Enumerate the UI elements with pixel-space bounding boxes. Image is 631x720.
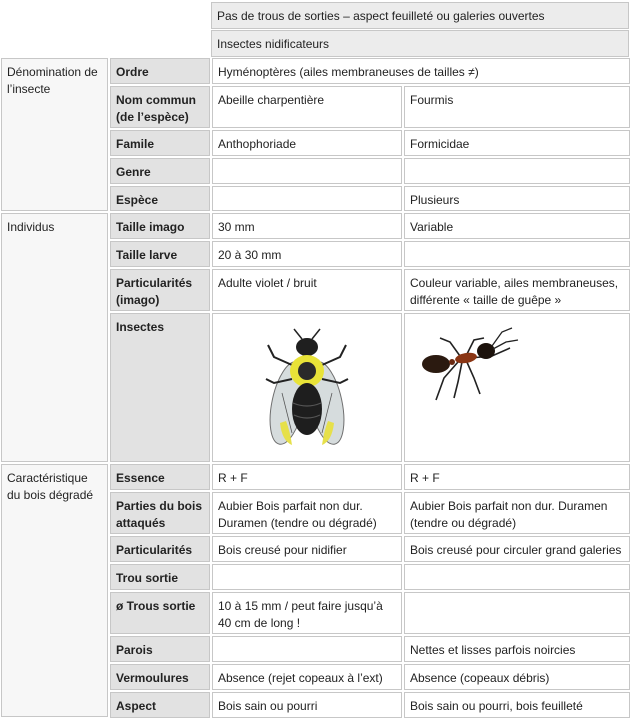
value-taille-larve-2 [404,241,630,267]
value-particularites-imago-1: Adulte violet / bruit [212,269,402,311]
row-label-espece: Espèce [110,186,210,211]
value-parois-1 [212,636,402,662]
row-label-diametre-trous: ø Trous sortie [110,592,210,634]
row-label-taille-larve: Taille larve [110,241,210,267]
value-taille-larve-1: 20 à 30 mm [212,241,402,267]
value-aspect-2: Bois sain ou pourri, bois feuilleté [404,692,630,718]
value-vermoulures-2: Absence (copeaux débris) [404,664,630,690]
value-trou-sortie-1 [212,564,402,590]
value-particularites-1: Bois creusé pour nidifier [212,536,402,562]
row-label-essence: Essence [110,464,210,490]
value-diametre-trous-1: 10 à 15 mm / peut faire jusqu’à 40 cm de long ! [212,592,402,634]
row-label-genre: Genre [110,158,210,184]
value-vermoulures-1: Absence (rejet copeaux à l’ext) [212,664,402,690]
value-aspect-1: Bois sain ou pourri [212,692,402,718]
value-ordre: Hyménoptères (ailes membraneuses de tailles ≠) [212,58,630,84]
value-espece-2: Plusieurs [404,186,630,211]
value-famile-2: Formicidae [404,130,630,156]
row-label-insectes: Insectes [110,313,210,462]
value-diametre-trous-2 [404,592,630,634]
row-label-famile: Famile [110,130,210,156]
group-individus: Individus [1,213,108,462]
ant-icon [414,318,524,408]
row-label-particularites: Particularités [110,536,210,562]
value-genre-1 [212,158,402,184]
row-label-particularites-imago: Particularités (imago) [110,269,210,311]
group-denomination: Dénomination de l’insecte [1,58,108,211]
row-label-parties-bois: Parties du bois attaqués [110,492,210,534]
header-row-1: Pas de trous de sorties – aspect feuilleté ou galeries ouvertes [211,2,629,29]
value-parties-bois-2: Aubier Bois parfait non dur. Duramen (tendre ou dégradé) [404,492,630,534]
value-famile-1: Anthophoriade [212,130,402,156]
value-essence-2: R + F [404,464,630,490]
value-nom-commun-2: Fourmis [404,86,630,128]
row-label-trou-sortie: Trou sortie [110,564,210,590]
value-espece-1 [212,186,402,211]
row-label-parois: Parois [110,636,210,662]
value-taille-imago-2: Variable [404,213,630,239]
value-essence-1: R + F [212,464,402,490]
value-trou-sortie-2 [404,564,630,590]
bee-icon [252,323,362,453]
insect-image-ant [404,313,630,462]
row-label-aspect: Aspect [110,692,210,718]
value-genre-2 [404,158,630,184]
value-parois-2: Nettes et lisses parfois noircies [404,636,630,662]
value-parties-bois-1: Aubier Bois parfait non dur. Duramen (tendre ou dégradé) [212,492,402,534]
group-bois: Caractéristique du bois dégradé [1,464,108,717]
value-taille-imago-1: 30 mm [212,213,402,239]
row-label-taille-imago: Taille imago [110,213,210,239]
header-row-2: Insectes nidificateurs [211,30,629,57]
value-nom-commun-1: Abeille charpentière [212,86,402,128]
row-label-vermoulures: Vermoulures [110,664,210,690]
insect-image-bee [212,313,402,462]
row-label-ordre: Ordre [110,58,210,84]
row-label-nom-commun: Nom commun (de l’espèce) [110,86,210,128]
value-particularites-imago-2: Couleur variable, ailes membraneuses, différente « taille de guêpe » [404,269,630,311]
value-particularites-2: Bois creusé pour circuler grand galeries [404,536,630,562]
